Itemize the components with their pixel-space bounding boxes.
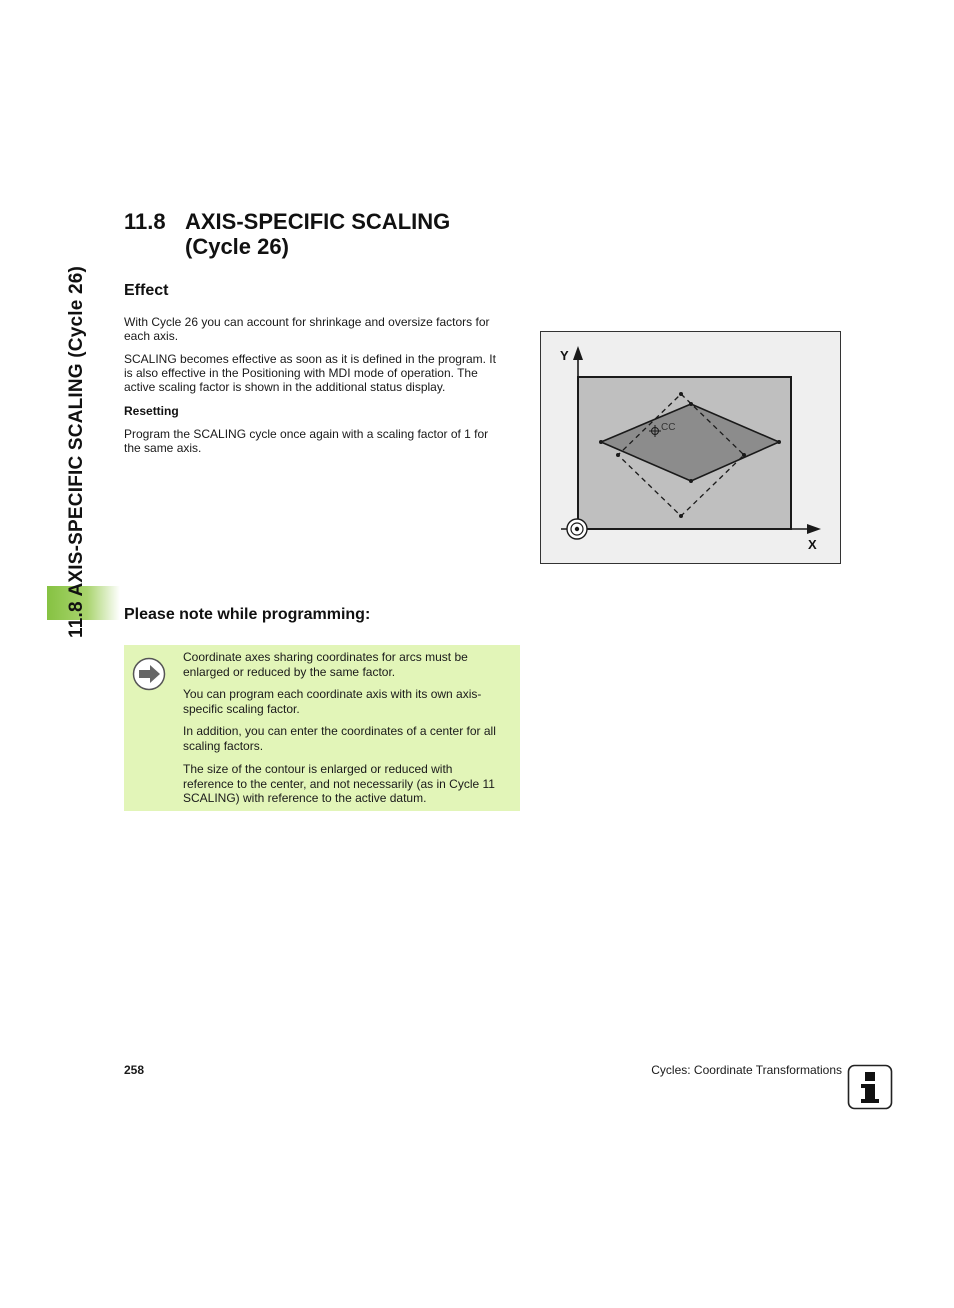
x-axis-label: X [808,537,817,552]
note-item: Coordinate axes sharing coordinates for arcs must be enlarged or reduced by the same factor. [183,650,468,679]
page-number: 258 [124,1063,145,1077]
side-chapter-title: 11.8 AXIS-SPECIFIC SCALING (Cycle 26) [66,265,87,638]
effect-paragraph-2: SCALING becomes effective as soon as it is defined in the program. It is also effective in the Positioning with MDI mode of operation. The active scaling factor is shown in the additional status display. [124,352,496,394]
contour-point [679,514,683,518]
footer-chapter-title: Cycles: Coordinate Transformations [651,1063,842,1077]
effect-heading: Effect [124,282,169,299]
note-heading: Please note while programming: [124,606,371,623]
x-axis-arrow [807,524,821,534]
contour-point [616,453,620,457]
arrow-right-icon [132,657,166,691]
contour-point [777,440,781,444]
scaling-diagram [541,332,840,563]
chapter-title-line1: AXIS-SPECIFIC SCALING [185,209,451,234]
cc-label: CC [661,422,676,433]
note-item: You can program each coordinate axis with its own axis- specific scaling factor. [183,687,482,716]
note-item: The size of the contour is enlarged or reduced with reference to the center, and not necessarily (as in Cycle 11 SCALING) with reference to the active datum. [183,762,495,805]
contour-point [599,440,603,444]
resetting-heading: Resetting [124,404,179,418]
contour-point [689,402,693,406]
contour-point [689,479,693,483]
effect-paragraph-1: With Cycle 26 you can account for shrinkage and oversize factors for each axis. [124,315,490,343]
info-icon[interactable] [847,1064,893,1110]
contour-point [679,392,683,396]
note-item: In addition, you can enter the coordinates of a center for all scaling factors. [183,724,496,753]
scaling-figure [540,331,841,564]
resetting-paragraph: Program the SCALING cycle once again with a scaling factor of 1 for the same axis. [124,427,489,455]
y-axis-arrow [573,346,583,360]
datum-icon [567,519,587,539]
contour-point [742,453,746,457]
y-axis-label: Y [560,348,569,363]
chapter-number: 11.8 [124,209,166,234]
chapter-title-line2: (Cycle 26) [185,234,289,259]
